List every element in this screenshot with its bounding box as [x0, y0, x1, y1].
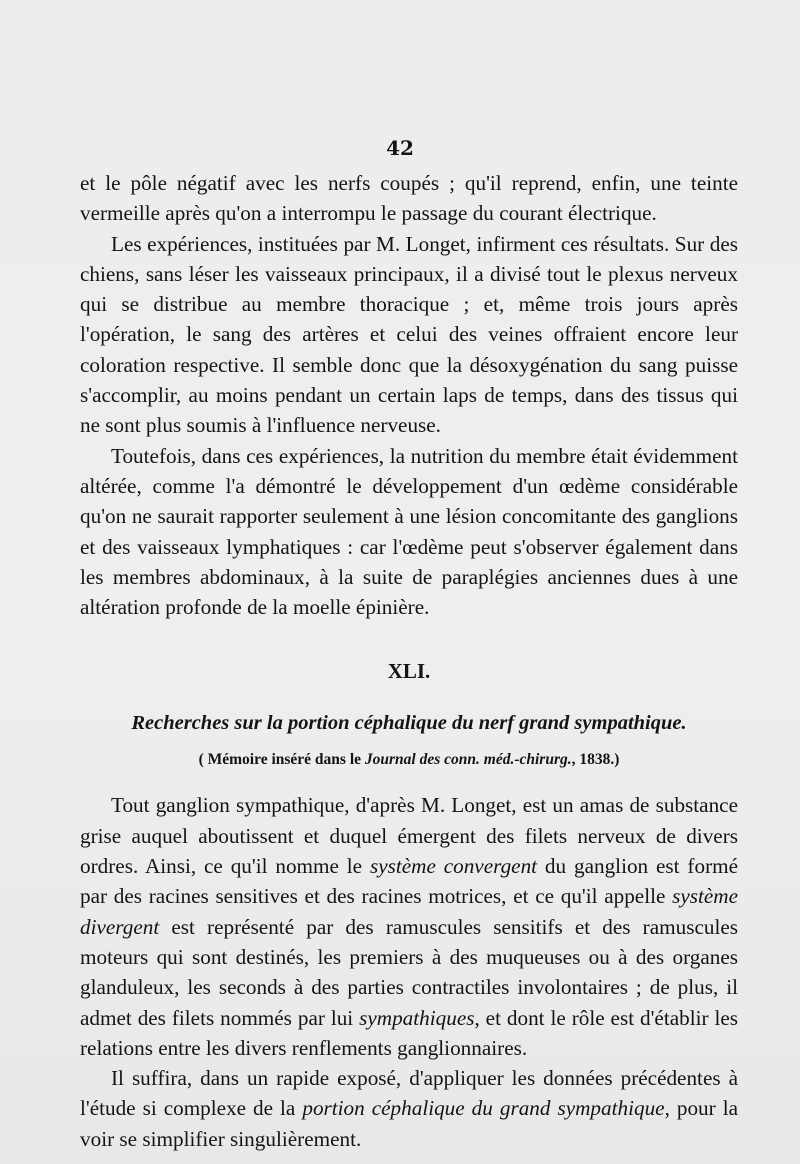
italic-term: système convergent	[369, 854, 538, 879]
section-title: Recherches sur la portion céphalique du nerf grand sympathique.	[131, 712, 687, 735]
italic-term: portion céphalique du grand sympathique	[302, 1096, 665, 1121]
text-segment: Toutefois, dans ces expériences, la nutrition du membre était évidemment altérée, comme l'a démontré le développement d'un œdème considérable qu'on ne saurait rapporter seulement à une lésion concomitante des ganglions et des vaisseaux lymphatiques : car l'œdème peut s'observer également dans les membres abdominaux, à la suite de paraplégies anciennes dues à une altération profonde de la moelle épinière.	[80, 443, 738, 620]
text-segment: Les expériences, instituées par M. Longet, infirment ces résultats. Sur des chiens, sans léser les vaisseaux principaux, il a divisé tout le plexus nerveux qui se distribue au membre thoracique ; et, même trois jours après l'opération, le sang des artères et celui des veines offraient encore leur coloration respective. Il semble donc que la désoxygénation du sang puisse s'accomplir, au moins pendant un certain laps de temps, dans des tissus qui ne sont plus soumis à l'influence nerveuse.	[80, 231, 738, 438]
section-note	[80, 748, 738, 772]
italic-term: sympathiques	[359, 1005, 475, 1030]
page-number: 42	[386, 136, 414, 160]
paragraph-2	[80, 229, 738, 441]
paragraph-1	[80, 168, 738, 229]
text-segment: du ganglion est formé par des racines sensitives et des racines motrices, et ce qu'il appelle	[80, 854, 739, 909]
italic-term: système divergent	[80, 884, 738, 939]
note-prefix: ( Mémoire inséré dans le	[198, 751, 365, 769]
text-segment: est représenté par des ramuscules sensitifs et des ramuscules moteurs qui sont destinés, les premiers à des muqueuses ou à des organes glanduleux, les seconds à des parties contractiles involontaires ; de plus, il admet des filets nommés par lui	[80, 914, 738, 1030]
text-segment: Tout ganglion sympathique, d'après M. Longet, est un amas de substance grise auquel aboutissent et duquel émergent des filets nerveux de divers ordres. Ainsi, ce qu'il nomme le	[80, 793, 738, 879]
note-journal: Journal des conn. méd.-chirurg.	[364, 751, 572, 769]
paragraph-3	[80, 441, 738, 623]
section-number: XLI.	[387, 659, 431, 684]
body-text	[80, 168, 738, 1154]
paragraph-5	[80, 1063, 738, 1154]
note-suffix: , 1838.)	[571, 751, 620, 769]
text-segment: Il suffira, dans un rapide exposé, d'appliquer les données précédentes à l'étude si complexe de la	[80, 1066, 738, 1121]
text-segment: et le pôle négatif avec les nerfs coupés ; qu'il reprend, enfin, une teinte vermeille après qu'on a interrompu le passage du courant électrique.	[80, 171, 738, 226]
text-segment: , et dont le rôle est d'établir les relations entre les divers renflements ganglionnaires.	[80, 1005, 738, 1060]
text-segment: , pour la voir se simplifier singulièrement.	[80, 1096, 738, 1151]
paragraph-4	[80, 790, 738, 1063]
